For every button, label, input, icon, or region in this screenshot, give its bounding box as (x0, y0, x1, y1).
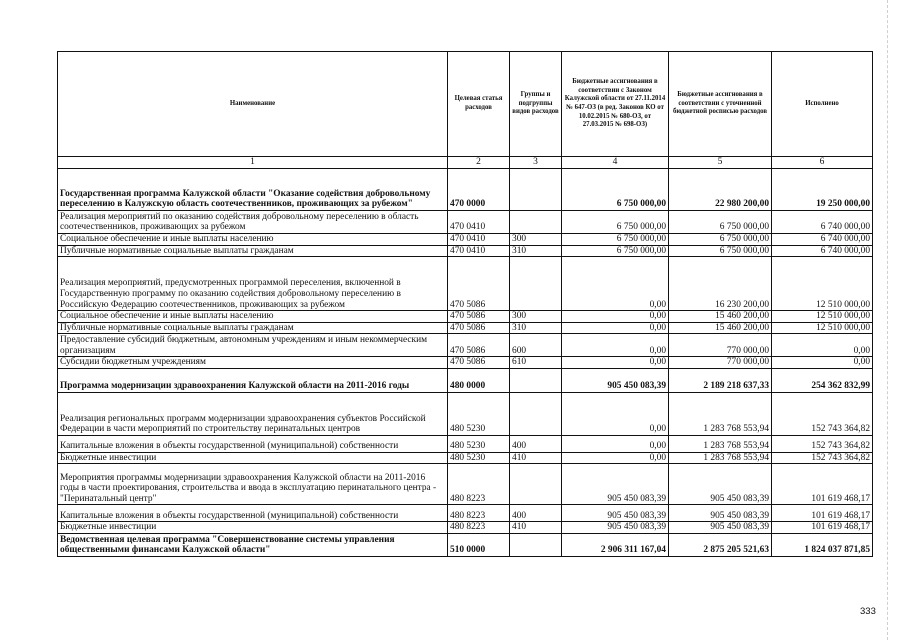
table-row (58, 505, 873, 522)
row-name: Бюджетные инвестиции (58, 522, 448, 534)
row-code: 480 5230 (448, 435, 510, 452)
table-row (58, 435, 873, 452)
row-type (510, 257, 562, 311)
row-code: 470 0000 (448, 169, 510, 211)
row-code: 510 0000 (448, 533, 510, 556)
row-law: 905 450 083,39 (562, 464, 669, 505)
row-exec: 152 743 364,82 (772, 392, 873, 435)
row-type (510, 169, 562, 211)
row-name: Бюджетные инвестиции (58, 452, 448, 464)
row-name: Социальное обеспечение и иные выплаты населению (58, 311, 448, 323)
table-row (58, 464, 873, 505)
row-code: 470 5086 (448, 357, 510, 369)
row-code: 470 5086 (448, 322, 510, 334)
row-name: Реализация мероприятий по оказанию содействия добровольному переселению в область соотечественников, проживающих за рубежом (58, 211, 448, 234)
scan-edge-line (887, 0, 888, 640)
row-list: 905 450 083,39 (669, 505, 772, 522)
row-code: 480 8223 (448, 505, 510, 522)
row-list: 905 450 083,39 (669, 522, 772, 534)
table-row (58, 522, 873, 534)
row-exec: 101 619 468,17 (772, 522, 873, 534)
row-list: 2 189 218 637,33 (669, 368, 772, 392)
row-list: 770 000,00 (669, 334, 772, 357)
table-row (58, 392, 873, 435)
column-number: 1 (58, 157, 448, 169)
header-expense-type: Группы и подгруппы видов расходов (510, 52, 562, 157)
row-law: 6 750 000,00 (562, 245, 669, 257)
row-exec: 101 619 468,17 (772, 464, 873, 505)
row-type: 300 (510, 311, 562, 323)
row-code: 480 5230 (448, 452, 510, 464)
row-exec: 6 740 000,00 (772, 211, 873, 234)
row-law: 2 906 311 167,04 (562, 533, 669, 556)
row-list: 2 875 205 521,63 (669, 533, 772, 556)
budget-table (57, 51, 873, 557)
row-list: 22 980 200,00 (669, 169, 772, 211)
row-name: Реализация мероприятий, предусмотренных программой переселения, включенной в Государственную программу по оказанию содействия добровольному переселению в Российскую Федерацию соотечественников, проживающих за рубежом (58, 257, 448, 311)
column-number: 3 (510, 157, 562, 169)
row-list: 1 283 768 553,94 (669, 452, 772, 464)
row-list: 6 750 000,00 (669, 234, 772, 246)
header-row (58, 52, 873, 157)
row-law: 0,00 (562, 357, 669, 369)
row-name: Публичные нормативные социальные выплаты гражданам (58, 245, 448, 257)
row-type: 410 (510, 522, 562, 534)
row-code: 470 0410 (448, 234, 510, 246)
table-row (58, 452, 873, 464)
row-law: 6 750 000,00 (562, 211, 669, 234)
row-exec: 12 510 000,00 (772, 311, 873, 323)
row-type: 310 (510, 245, 562, 257)
row-name: Реализация региональных программ модернизации здравоохранения субъектов Российской Федерации в части мероприятий по строительству перинатальных центров (58, 392, 448, 435)
document-page (57, 51, 872, 557)
row-list: 6 750 000,00 (669, 245, 772, 257)
header-target-article: Целевая статья расходов (448, 52, 510, 157)
row-type: 400 (510, 505, 562, 522)
row-name: Государственная программа Калужской области "Оказание содействия добровольному переселению в Калужскую область соотечественников, проживающих за рубежом" (58, 169, 448, 211)
row-exec: 254 362 832,99 (772, 368, 873, 392)
row-type: 300 (510, 234, 562, 246)
row-type (510, 464, 562, 505)
table-row (58, 169, 873, 211)
row-type (510, 368, 562, 392)
header-law-allocation: Бюджетные ассигнования в соответствии с Законом Калужской области от 27.11.2014 № 647-ОЗ (в ред. Законов КО от 10.02.2015 № 680-ОЗ, от 27.03.2015 № 698-ОЗ) (562, 52, 669, 157)
row-name: Субсидии бюджетным учреждениям (58, 357, 448, 369)
row-list: 1 283 768 553,94 (669, 435, 772, 452)
row-code: 470 5086 (448, 311, 510, 323)
row-list: 15 460 200,00 (669, 322, 772, 334)
row-law: 0,00 (562, 334, 669, 357)
table-row (58, 211, 873, 234)
row-type (510, 211, 562, 234)
table-row (58, 245, 873, 257)
column-number: 6 (772, 157, 873, 169)
header-name: Наименование (58, 52, 448, 157)
row-code: 470 0410 (448, 211, 510, 234)
row-code: 480 0000 (448, 368, 510, 392)
row-law: 0,00 (562, 452, 669, 464)
row-type: 310 (510, 322, 562, 334)
row-type: 410 (510, 452, 562, 464)
row-exec: 6 740 000,00 (772, 234, 873, 246)
row-law: 0,00 (562, 257, 669, 311)
row-exec: 1 824 037 871,85 (772, 533, 873, 556)
row-type: 610 (510, 357, 562, 369)
row-exec: 152 743 364,82 (772, 435, 873, 452)
row-exec: 19 250 000,00 (772, 169, 873, 211)
row-law: 6 750 000,00 (562, 234, 669, 246)
row-code: 470 5086 (448, 257, 510, 311)
row-name: Капитальные вложения в объекты государственной (муниципальной) собственности (58, 435, 448, 452)
row-list: 1 283 768 553,94 (669, 392, 772, 435)
row-name: Социальное обеспечение и иные выплаты населению (58, 234, 448, 246)
row-law: 0,00 (562, 435, 669, 452)
row-list: 905 450 083,39 (669, 464, 772, 505)
row-name: Капитальные вложения в объекты государственной (муниципальной) собственности (58, 505, 448, 522)
row-code: 480 5230 (448, 392, 510, 435)
page-number: 333 (860, 606, 876, 617)
row-code: 470 5086 (448, 334, 510, 357)
column-number-row (58, 157, 873, 169)
row-exec: 0,00 (772, 334, 873, 357)
table-row (58, 311, 873, 323)
column-number: 5 (669, 157, 772, 169)
table-row (58, 257, 873, 311)
row-name: Публичные нормативные социальные выплаты гражданам (58, 322, 448, 334)
row-name: Мероприятия программы модернизации здравоохранения Калужской области на 2011-2016 годы в части проектирования, строительства и ввода в эксплуатацию перинатального центра - "Перинатальный центр" (58, 464, 448, 505)
row-name: Программа модернизации здравоохранения Калужской области на 2011-2016 годы (58, 368, 448, 392)
table-row (58, 322, 873, 334)
row-name: Ведомственная целевая программа "Совершенствование системы управления общественными финансами Калужской области" (58, 533, 448, 556)
row-exec: 101 619 468,17 (772, 505, 873, 522)
row-law: 0,00 (562, 392, 669, 435)
row-code: 470 0410 (448, 245, 510, 257)
table-row (58, 368, 873, 392)
row-type (510, 392, 562, 435)
row-law: 0,00 (562, 311, 669, 323)
table-row (58, 334, 873, 357)
row-code: 480 8223 (448, 522, 510, 534)
row-type: 400 (510, 435, 562, 452)
column-number: 4 (562, 157, 669, 169)
table-row (58, 533, 873, 556)
row-type: 600 (510, 334, 562, 357)
row-list: 770 000,00 (669, 357, 772, 369)
row-law: 905 450 083,39 (562, 522, 669, 534)
header-budget-list: Бюджетные ассигнования в соответствии с уточненной бюджетной росписью расходов (669, 52, 772, 157)
table-row (58, 234, 873, 246)
row-law: 905 450 083,39 (562, 505, 669, 522)
row-exec: 12 510 000,00 (772, 322, 873, 334)
row-type (510, 533, 562, 556)
row-code: 480 8223 (448, 464, 510, 505)
row-list: 15 460 200,00 (669, 311, 772, 323)
row-list: 6 750 000,00 (669, 211, 772, 234)
row-exec: 0,00 (772, 357, 873, 369)
column-number: 2 (448, 157, 510, 169)
row-name: Предоставление субсидий бюджетным, автономным учреждениям и иным некоммерческим организациям (58, 334, 448, 357)
row-exec: 6 740 000,00 (772, 245, 873, 257)
header-executed: Исполнено (772, 52, 873, 157)
row-law: 905 450 083,39 (562, 368, 669, 392)
row-exec: 12 510 000,00 (772, 257, 873, 311)
row-exec: 152 743 364,82 (772, 452, 873, 464)
row-law: 0,00 (562, 322, 669, 334)
row-law: 6 750 000,00 (562, 169, 669, 211)
table-row (58, 357, 873, 369)
row-list: 16 230 200,00 (669, 257, 772, 311)
